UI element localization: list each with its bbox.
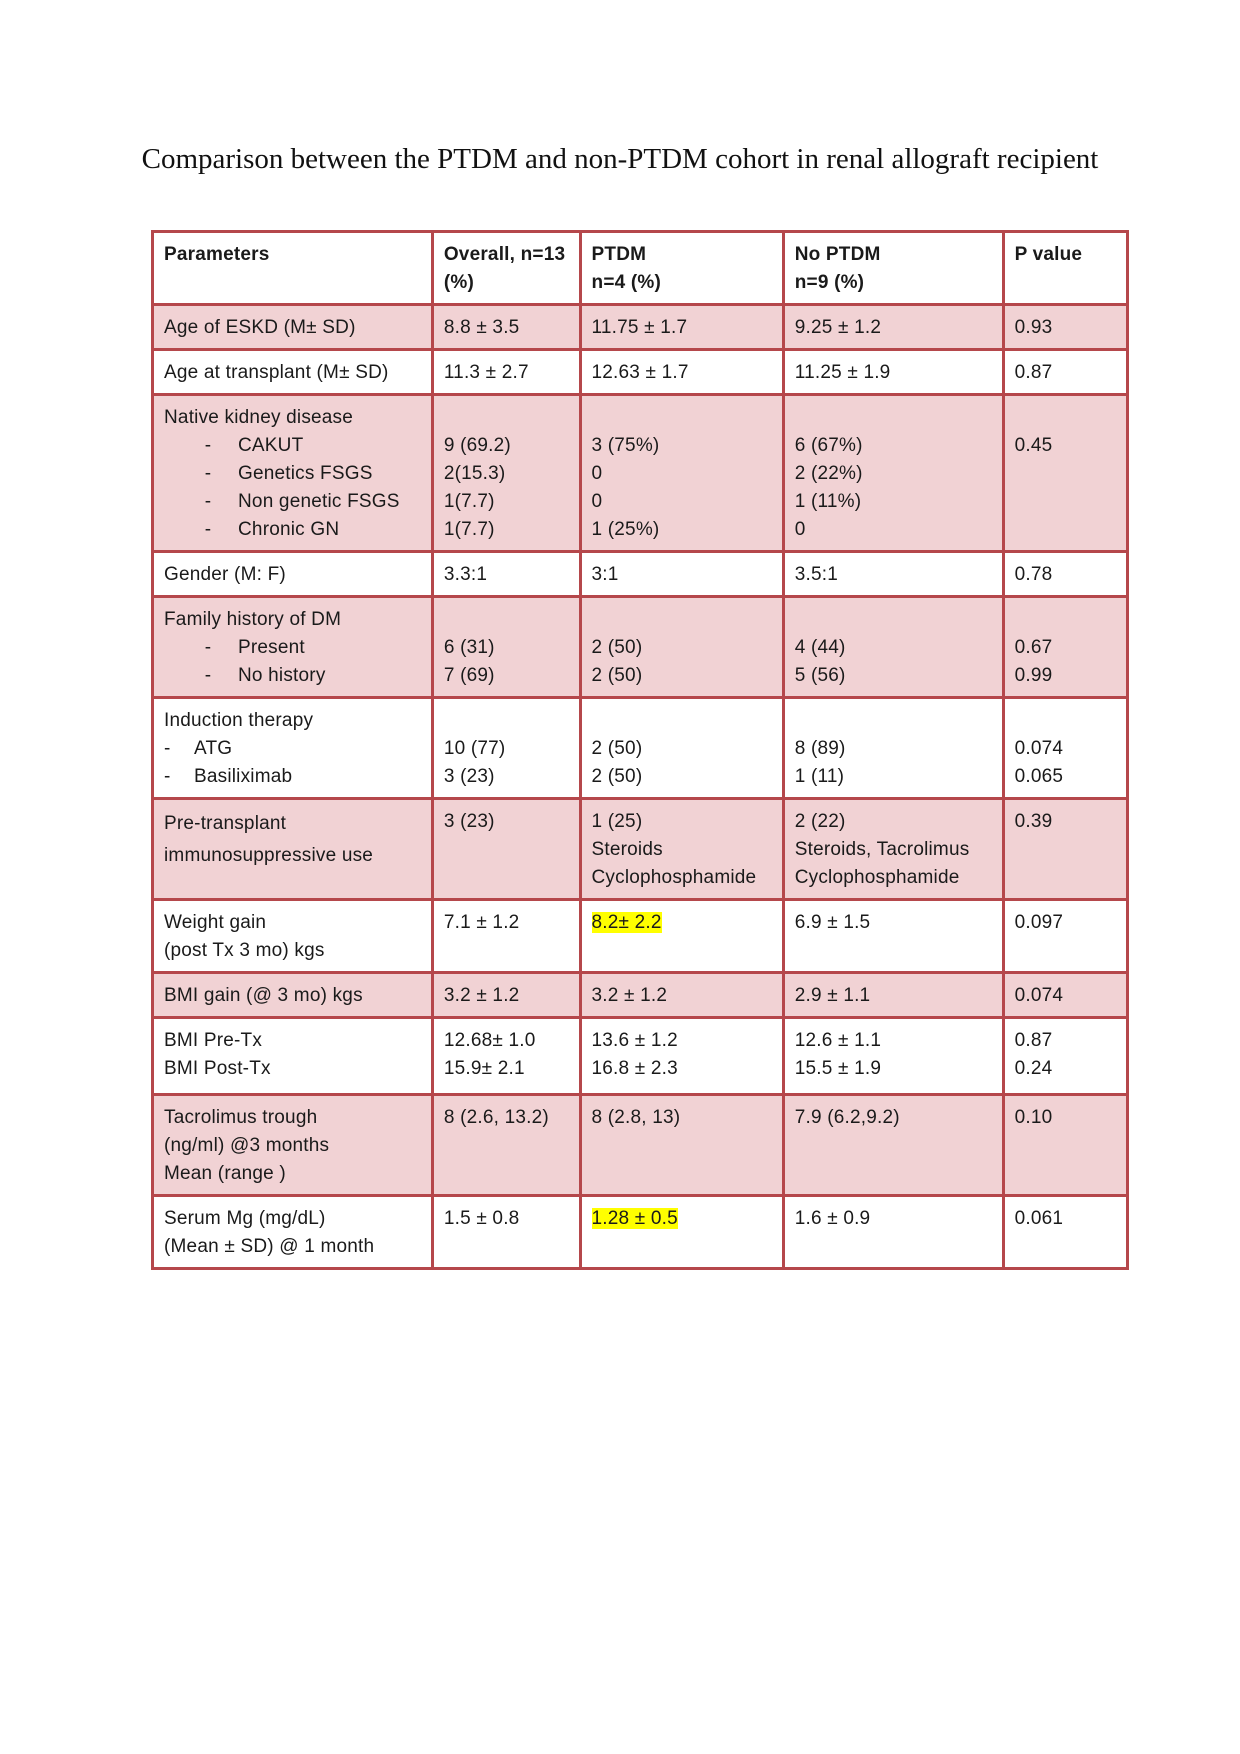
row-label: BMI Pre-Tx BMI Post-Tx [153, 1018, 433, 1095]
cell-overall: 3.2 ± 1.2 [432, 973, 580, 1018]
cell-overall: 11.3 ± 2.7 [432, 350, 580, 395]
cell-p-value: 0.87 0.24 [1003, 1018, 1127, 1095]
table-header-row [153, 232, 1128, 305]
row-label: Gender (M: F) [153, 552, 433, 597]
table-row-weight-gain [153, 900, 1128, 973]
cell-overall: 8 (2.6, 13.2) [432, 1095, 580, 1196]
cell-p-value: 0.45 [1003, 395, 1127, 552]
cell-no-ptdm: 6 (67%) 2 (22%) 1 (11%) 0 [783, 395, 1003, 552]
cell-no-ptdm: 2 (22) Steroids, Tacrolimus Cyclophosphamide [783, 799, 1003, 900]
row-label: Age of ESKD (M± SD) [153, 305, 433, 350]
cell-no-ptdm: 12.6 ± 1.1 15.5 ± 1.9 [783, 1018, 1003, 1095]
cell-overall: 1.5 ± 0.8 [432, 1196, 580, 1269]
cell-p-value: 0.39 [1003, 799, 1127, 900]
cell-no-ptdm: 1.6 ± 0.9 [783, 1196, 1003, 1269]
page-title: Comparison between the PTDM and non-PTDM cohort in renal allograft recipient [141, 143, 1099, 175]
cell-p-value: 0.10 [1003, 1095, 1127, 1196]
cell-no-ptdm: 3.5:1 [783, 552, 1003, 597]
table-row-bmi-gain [153, 973, 1128, 1018]
row-label: Serum Mg (mg/dL) (Mean ± SD) @ 1 month [153, 1196, 433, 1269]
header-ptdm: PTDM n=4 (%) [580, 232, 783, 305]
cell-overall: 6 (31) 7 (69) [432, 597, 580, 698]
row-label: Age at transplant (M± SD) [153, 350, 433, 395]
cell-ptdm: 3:1 [580, 552, 783, 597]
table-row-native-kidney-disease [153, 395, 1128, 552]
cell-overall: 10 (77) 3 (23) [432, 698, 580, 799]
cell-overall: 7.1 ± 1.2 [432, 900, 580, 973]
row-label: Tacrolimus trough (ng/ml) @3 months Mean (range ) [153, 1095, 433, 1196]
cell-ptdm: 1 (25) Steroids Cyclophosphamide [580, 799, 783, 900]
table-row-induction-therapy [153, 698, 1128, 799]
cell-p-value: 0.097 [1003, 900, 1127, 973]
header-parameters: Parameters [153, 232, 433, 305]
cell-ptdm [580, 900, 783, 973]
cell-ptdm [580, 1196, 783, 1269]
table-row-age-eskd [153, 305, 1128, 350]
row-label: BMI gain (@ 3 mo) kgs [153, 973, 433, 1018]
row-label: Weight gain (post Tx 3 mo) kgs [153, 900, 433, 973]
cell-no-ptdm: 11.25 ± 1.9 [783, 350, 1003, 395]
cell-overall: 3 (23) [432, 799, 580, 900]
table-row-serum-mg [153, 1196, 1128, 1269]
cell-ptdm: 11.75 ± 1.7 [580, 305, 783, 350]
cell-no-ptdm: 6.9 ± 1.5 [783, 900, 1003, 973]
cell-no-ptdm: 2.9 ± 1.1 [783, 973, 1003, 1018]
row-label: Induction therapy - ATG - Basiliximab [153, 698, 433, 799]
highlighted-value: 8.2± 2.2 [591, 912, 662, 933]
row-label: Pre-transplant immunosuppressive use [153, 799, 433, 900]
cell-ptdm: 2 (50) 2 (50) [580, 698, 783, 799]
header-no-ptdm: No PTDM n=9 (%) [783, 232, 1003, 305]
table-row-age-transplant [153, 350, 1128, 395]
table-row-family-history [153, 597, 1128, 698]
cell-p-value: 0.78 [1003, 552, 1127, 597]
header-p-value: P value [1003, 232, 1127, 305]
cell-ptdm: 13.6 ± 1.2 16.8 ± 2.3 [580, 1018, 783, 1095]
header-overall: Overall, n=13 (%) [432, 232, 580, 305]
cell-p-value: 0.074 [1003, 973, 1127, 1018]
cell-overall: 12.68± 1.0 15.9± 2.1 [432, 1018, 580, 1095]
cell-ptdm: 3 (75%) 0 0 1 (25%) [580, 395, 783, 552]
cell-p-value: 0.93 [1003, 305, 1127, 350]
row-label: Native kidney disease - CAKUT - Genetics FSGS - Non genetic FSGS - Chronic GN [153, 395, 433, 552]
cell-p-value: 0.061 [1003, 1196, 1127, 1269]
cell-overall: 9 (69.2) 2(15.3) 1(7.7) 1(7.7) [432, 395, 580, 552]
cell-no-ptdm: 9.25 ± 1.2 [783, 305, 1003, 350]
highlighted-value: 1.28 ± 0.5 [591, 1208, 678, 1229]
table-row-gender [153, 552, 1128, 597]
cell-ptdm: 8 (2.8, 13) [580, 1095, 783, 1196]
cell-p-value: 0.87 [1003, 350, 1127, 395]
cell-no-ptdm: 7.9 (6.2,9.2) [783, 1095, 1003, 1196]
table-row-pretransplant-immunosuppressive [153, 799, 1128, 900]
comparison-table [151, 230, 1129, 1270]
cell-overall: 8.8 ± 3.5 [432, 305, 580, 350]
cell-no-ptdm: 8 (89) 1 (11) [783, 698, 1003, 799]
cell-p-value: 0.074 0.065 [1003, 698, 1127, 799]
table-row-tacrolimus [153, 1095, 1128, 1196]
row-label: Family history of DM - Present - No history [153, 597, 433, 698]
cell-overall: 3.3:1 [432, 552, 580, 597]
cell-no-ptdm: 4 (44) 5 (56) [783, 597, 1003, 698]
cell-ptdm: 3.2 ± 1.2 [580, 973, 783, 1018]
cell-p-value: 0.67 0.99 [1003, 597, 1127, 698]
table-row-bmi [153, 1018, 1128, 1095]
cell-ptdm: 2 (50) 2 (50) [580, 597, 783, 698]
cell-ptdm: 12.63 ± 1.7 [580, 350, 783, 395]
